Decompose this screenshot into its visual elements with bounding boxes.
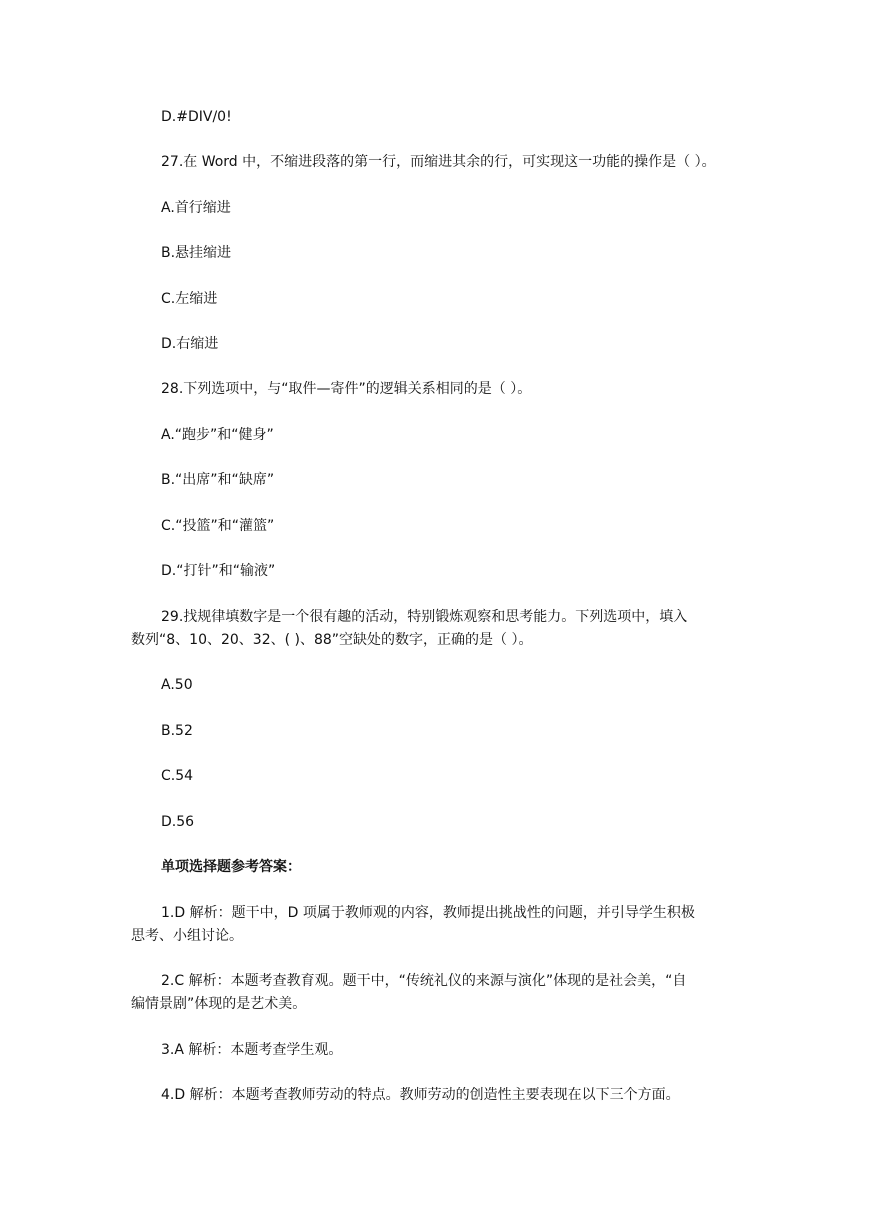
q28-stem: 28.下列选项中，与“取件—寄件”的逻辑关系相同的是（ ）。	[161, 381, 532, 397]
answer-2-line1: 2.C 解析：本题考查教育观。题干中，“传统礼仪的来源与演化”体现的是社会美，“自	[161, 973, 687, 989]
q28-option-c: C.“投篮”和“灌篮”	[161, 518, 275, 534]
answer-1-line2: 思考、小组讨论。	[131, 928, 243, 944]
q27-option-d: D.右缩进	[161, 336, 219, 352]
answer-3-line1: 3.A 解析：本题考查学生观。	[161, 1042, 343, 1058]
q27-option-a: A.首行缩进	[161, 200, 231, 216]
q27-option-c: C.左缩进	[161, 291, 218, 307]
q28-option-b: B.“出席”和“缺席”	[161, 472, 275, 488]
q27-option-b: B.悬挂缩进	[161, 245, 232, 261]
q29-option-d: D.56	[161, 814, 195, 830]
q29-option-b: B.52	[161, 723, 193, 739]
q29-option-a: A.50	[161, 677, 193, 693]
answer-4-line1: 4.D 解析：本题考查教师劳动的特点。教师劳动的创造性主要表现在以下三个方面。	[161, 1087, 680, 1103]
q28-option-a: A.“跑步”和“健身”	[161, 427, 274, 443]
answers-heading: 单项选择题参考答案：	[161, 859, 301, 875]
q29-stem-line2: 数列“8、10、20、32、( )、88”空缺处的数字，正确的是（ ）。	[131, 632, 533, 648]
q26-option-d: D.#DIV/0!	[161, 109, 232, 125]
q28-option-d: D.“打针”和“输液”	[161, 563, 276, 579]
answer-2-line2: 编情景剧”体现的是艺术美。	[131, 996, 307, 1012]
q29-stem-line1: 29.找规律填数字是一个很有趣的活动，特别锻炼观察和思考能力。下列选项中，填入	[161, 609, 688, 625]
answer-1-line1: 1.D 解析：题干中，D 项属于教师观的内容，教师提出挑战性的问题，并引导学生积极	[161, 905, 695, 921]
q29-option-c: C.54	[161, 768, 194, 784]
q27-stem: 27.在 Word 中，不缩进段落的第一行，而缩进其余的行，可实现这一功能的操作是（ ）。	[161, 154, 716, 170]
